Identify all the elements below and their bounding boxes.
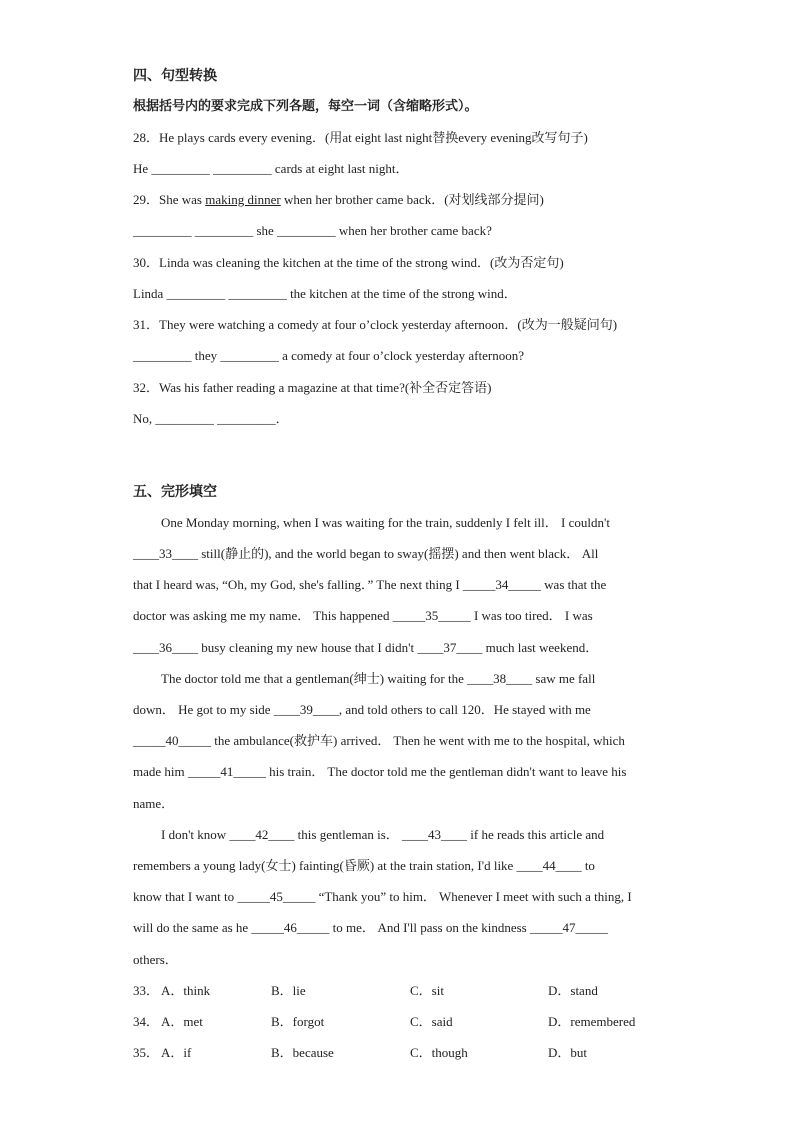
cloze-line: made him _____41_____ his train． The doctor told me the gentleman didn't want to leave his	[133, 764, 627, 779]
q31-prompt: 31．They were watching a comedy at four o’clock yesterday afternoon．(改为一般疑问句)	[133, 317, 618, 332]
q29-prompt	[133, 191, 544, 209]
option-d[interactable]: D．stand	[548, 983, 598, 998]
cloze-line: One Monday morning, when I was waiting for the train, suddenly I felt ill． I couldn't	[161, 515, 610, 530]
q31-answer-line: _________ they _________ a comedy at four o’clock yesterday afternoon?	[133, 348, 524, 363]
q29-prompt-post: when her brother came back．(对划线部分提问)	[280, 192, 544, 207]
q30-prompt: 30．Linda was cleaning the kitchen at the time of the strong wind．(改为否定句)	[133, 255, 564, 270]
option-a[interactable]: A．if	[161, 1045, 192, 1060]
cloze-line: doctor was asking me my name． This happened _____35_____ I was too tired． I was	[133, 608, 593, 623]
q29-underlined-phrase: making dinner	[205, 192, 281, 207]
option-question-number: 34．	[133, 1014, 160, 1029]
section4-title: 四、句型转换	[133, 68, 217, 84]
option-d[interactable]: D．remembered	[548, 1014, 636, 1029]
option-a[interactable]: A．think	[161, 983, 211, 998]
option-b[interactable]: B．lie	[271, 983, 306, 998]
option-question-number: 35．	[133, 1045, 160, 1060]
section5-title: 五、完形填空	[133, 484, 217, 500]
q29-answer-line: _________ _________ she _________ when her brother came back?	[133, 223, 492, 238]
cloze-line: ____36____ busy cleaning my new house that I didn't ____37____ much last weekend．	[133, 640, 599, 655]
option-a[interactable]: A．met	[161, 1014, 203, 1029]
q32-answer-line: No, _________ _________．	[133, 411, 289, 426]
cloze-line: that I heard was, “Oh, my God, she's falling．” The next thing I _____34_____ was that the	[133, 577, 607, 592]
option-b[interactable]: B．because	[271, 1045, 334, 1060]
q32-prompt: 32．Was his father reading a magazine at that time?(补全否定答语)	[133, 380, 492, 395]
cloze-line: The doctor told me that a gentleman(绅士) waiting for the ____38____ saw me fall	[161, 671, 596, 686]
option-c[interactable]: C．sit	[410, 983, 444, 998]
q30-answer-line: Linda _________ _________ the kitchen at the time of the strong wind．	[133, 286, 517, 301]
cloze-line: _____40_____ the ambulance(救护车) arrived． Then he went with me to the hospital, which	[133, 733, 625, 748]
section4-instruction: 根据括号内的要求完成下列各题，每空一词（含缩略形式）。	[133, 99, 478, 114]
q28-prompt: 28．He plays cards every evening．(用at eight last night替换every evening改写句子)	[133, 130, 588, 145]
q29-prompt-pre: 29．She was	[133, 192, 206, 207]
option-c[interactable]: C．said	[410, 1014, 453, 1029]
q28-answer-line: He _________ _________ cards at eight last night．	[133, 161, 409, 176]
cloze-line: remembers a young lady(女士) fainting(昏厥) at the train station, I'd like ____44____ to	[133, 858, 595, 873]
cloze-line: down． He got to my side ____39____, and told others to call 120．He stayed with me	[133, 702, 591, 717]
option-d[interactable]: D．but	[548, 1045, 588, 1060]
cloze-line: name．	[133, 796, 175, 811]
cloze-line: know that I want to _____45_____ “Thank you” to him． Whenever I meet with such a thing, I	[133, 889, 632, 904]
cloze-line: I don't know ____42____ this gentleman is． ____43____ if he reads this article and	[161, 827, 605, 842]
cloze-line: ____33____ still(静止的), and the world began to sway(摇摆) and then went black． All	[133, 546, 599, 561]
option-b[interactable]: B．forgot	[271, 1014, 325, 1029]
option-question-number: 33．	[133, 983, 160, 998]
option-c[interactable]: C．though	[410, 1045, 468, 1060]
cloze-line: others．	[133, 952, 178, 967]
cloze-line: will do the same as he _____46_____ to me． And I'll pass on the kindness _____47_____	[133, 920, 608, 935]
